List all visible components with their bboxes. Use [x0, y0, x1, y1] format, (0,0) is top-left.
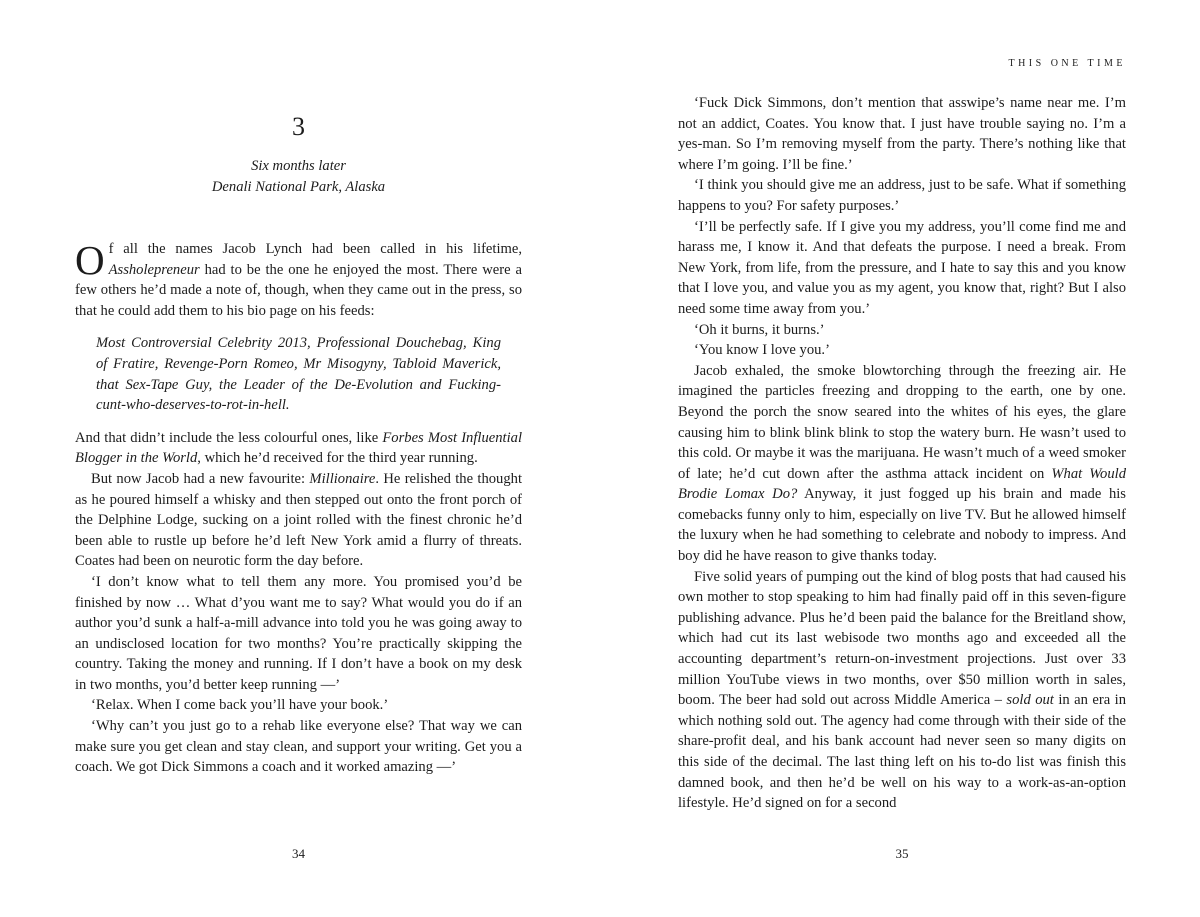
- paragraph: ‘I think you should give me an address, just to be safe. What if something happens to you? For safety purposes.’: [678, 177, 1126, 214]
- page-number: 35: [895, 846, 909, 861]
- running-head: THIS ONE TIME: [1008, 58, 1126, 69]
- right-body-text: [678, 93, 1126, 814]
- paragraph: ‘I don’t know what to tell them any more. You promised you’d be finished by now … What d’you want me to say? What would you do if an author you’d sunk a half-a-mill advance into told you he was going away to an undisclosed location for two months? You’re practically skipping the country. Taking the money and running. If I don’t have a book on my desk in two months, you’d better keep running —’: [75, 573, 522, 693]
- opening-paragraph: Of all the names Jacob Lynch had been called in his lifetime, Assholepreneur had to be the one he enjoyed the most. There were a few others he’d made a note of, though, when they came out in the press, so that he could add them to his bio page on his feeds:: [75, 237, 522, 319]
- page-number: 34: [292, 846, 305, 861]
- paragraph: ‘Relax. When I come back you’ll have your book.’: [91, 697, 389, 714]
- left-body-text: [75, 239, 522, 778]
- drop-cap: O: [75, 237, 105, 283]
- subtitle-place: Denali National Park, Alaska: [211, 178, 386, 195]
- chapter-subtitle: [75, 156, 522, 197]
- subtitle-time: Six months later: [251, 158, 346, 174]
- paragraph: Five solid years of pumping out the kind of blog posts that had caused his own mother to stop speaking to him had finally paid off in this seven-figure publishing advance. Plus he’d been paid the balance for the Breitland show, which had cut its last webisode two months ago and exceeded all the accounting department’s return-on-investment projections. Just over 33 million YouTube views in two months, over $50 million worth in sales, boom. The beer had sold out across Middle America – sold out in an era in which nothing sold out. The agency had come through with their side of the share-profit deal, and his bank account had never seen so many digits on this side of the decimal. The last thing left on his to-do list was finish this damned book, and then he’d be well on his way to a work-as-an-option lifestyle. He’d signed on for a second: [678, 568, 1126, 812]
- chapter-number: 3: [292, 112, 305, 141]
- block-quote: Most Controversial Celebrity 2013, Professional Douchebag, King of Fratire, Revenge-Porn Romeo, Mr Misogyny, Tabloid Maverick, that Sex-Tape Guy, the Leader of the De-Evolution and Fucking-cunt-who-deserves-to-rot-in-hell.: [96, 335, 501, 414]
- paragraph: ‘I’ll be perfectly safe. If I give you my address, you’ll come find me and harass me, I know it. And that defeats the purpose. I need a break. From New York, from life, from the pressure, and I hate to say this and you know that I love you, and value you as my agent, you know that, right? But I also need some time away from you.’: [678, 218, 1126, 317]
- paragraph: But now Jacob had a new favourite: Millionaire. He relished the thought as he poured himself a whisky and then stepped out onto the front porch of the Delphine Lodge, sucking on a joint rolled with the finest chronic he’d been able to rustle up before he’d left New York amid a flurry of threats. Coates had been on neurotic form the day before.: [75, 470, 522, 570]
- paragraph: ‘Oh it burns, it burns.’: [694, 321, 825, 338]
- right-page: [600, 0, 1200, 917]
- paragraph: ‘You know I love you.’: [694, 342, 830, 359]
- paragraph: ‘Why can’t you just go to a rehab like everyone else? That way we can make sure you get clean and stay clean, and support your writing. Get you a coach. We got Dick Simmons a coach and it worked amazing —’: [75, 718, 522, 776]
- paragraph: Jacob exhaled, the smoke blowtorching through the freezing air. He imagined the particles freezing and dropping to the earth, one by one. Beyond the porch the snow seared into the whites of his eyes, the glare causing him to blink blink blink to stop the watery burn. He wasn’t used to this cold. Or maybe it was the marijuana. He wasn’t much of a weed smoker of late; he’d cut down after the asthma attack incident on What Would Brodie Lomax Do? Anyway, it just fogged up his brain and made his comebacks funny only to him, especially on live TV. But he allowed himself the luxury when he had something to celebrate and nobody to impress. And boy did he have reason to give thanks today.: [678, 362, 1126, 565]
- paragraph: ‘Fuck Dick Simmons, don’t mention that asswipe’s name near me. I’m not an addict, Coates. You know that. I just have trouble saying no. I’m a yes-man. So I’m removing myself from the party. There’s nothing like that where I’m going. I’ll be fine.’: [678, 95, 1126, 173]
- paragraph: And that didn’t include the less colourful ones, like Forbes Most Influential Blogger in the World, which he’d received for the third year running.: [75, 429, 522, 467]
